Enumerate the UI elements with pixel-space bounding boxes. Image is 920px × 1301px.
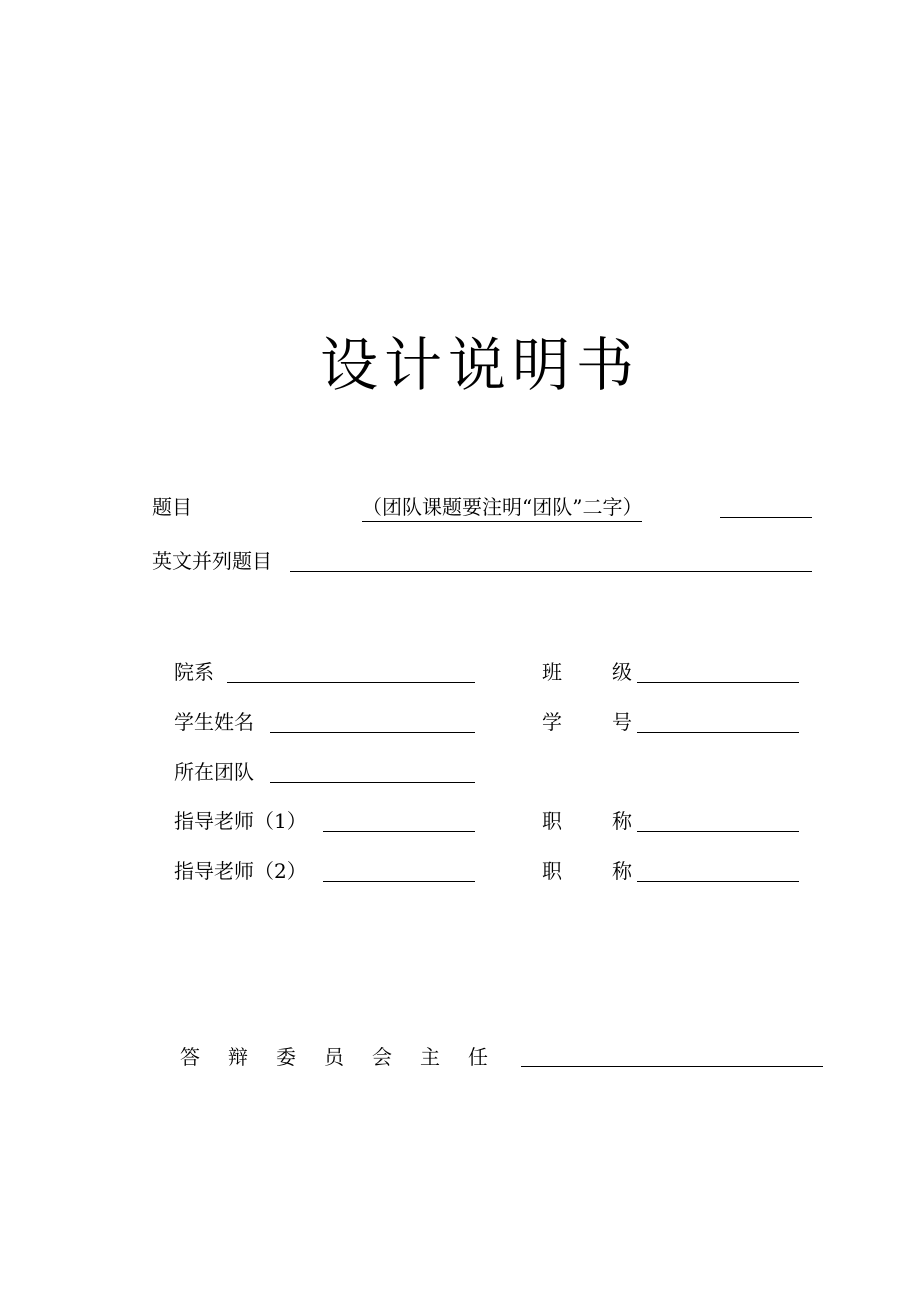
department-label: 院系 [174, 660, 214, 684]
english-topic-label: 英文并列题目 [152, 549, 272, 573]
student-id-field-line[interactable] [637, 732, 799, 733]
department-field-line[interactable] [227, 682, 475, 683]
team-label: 所在团队 [174, 760, 254, 784]
committee-char: 会 [372, 1045, 392, 1069]
committee-char: 主 [420, 1045, 440, 1069]
student-id-label-char-1: 学 [542, 710, 562, 734]
committee-chair-label [178, 1045, 514, 1069]
advisor-2-field-line[interactable] [323, 881, 475, 882]
class-label-char-1: 班 [542, 660, 562, 684]
advisor-1-field-line[interactable] [323, 831, 475, 832]
committee-char: 答 [180, 1045, 200, 1069]
document-title: 设计说明书 [319, 331, 640, 399]
student-name-field-line[interactable] [270, 732, 475, 733]
advisor-1-title-field-line[interactable] [637, 831, 799, 832]
topic-label: 题目 [152, 495, 192, 519]
class-label-char-2: 级 [612, 660, 632, 684]
student-name-label: 学生姓名 [174, 710, 254, 734]
committee-char: 任 [468, 1045, 488, 1069]
advisor-1-title-label-char-1: 职 [542, 809, 562, 833]
topic-field-line[interactable] [720, 517, 812, 518]
committee-chair-field-line[interactable] [521, 1066, 823, 1067]
advisor-2-title-label-char-2: 称 [612, 859, 632, 883]
advisor-1-title-label-char-2: 称 [612, 809, 632, 833]
advisor-1-label: 指导老师（1） [174, 809, 307, 833]
topic-hint: （团队课题要注明“团队”二字） [362, 495, 642, 522]
advisor-2-title-field-line[interactable] [637, 881, 799, 882]
class-field-line[interactable] [637, 682, 799, 683]
committee-char: 员 [324, 1045, 344, 1069]
committee-char: 委 [276, 1045, 296, 1069]
advisor-2-label: 指导老师（2） [174, 859, 307, 883]
student-id-label-char-2: 号 [612, 710, 632, 734]
team-field-line[interactable] [270, 782, 475, 783]
advisor-2-title-label-char-1: 职 [542, 859, 562, 883]
committee-char: 辩 [228, 1045, 248, 1069]
english-topic-field-line[interactable] [290, 571, 812, 572]
